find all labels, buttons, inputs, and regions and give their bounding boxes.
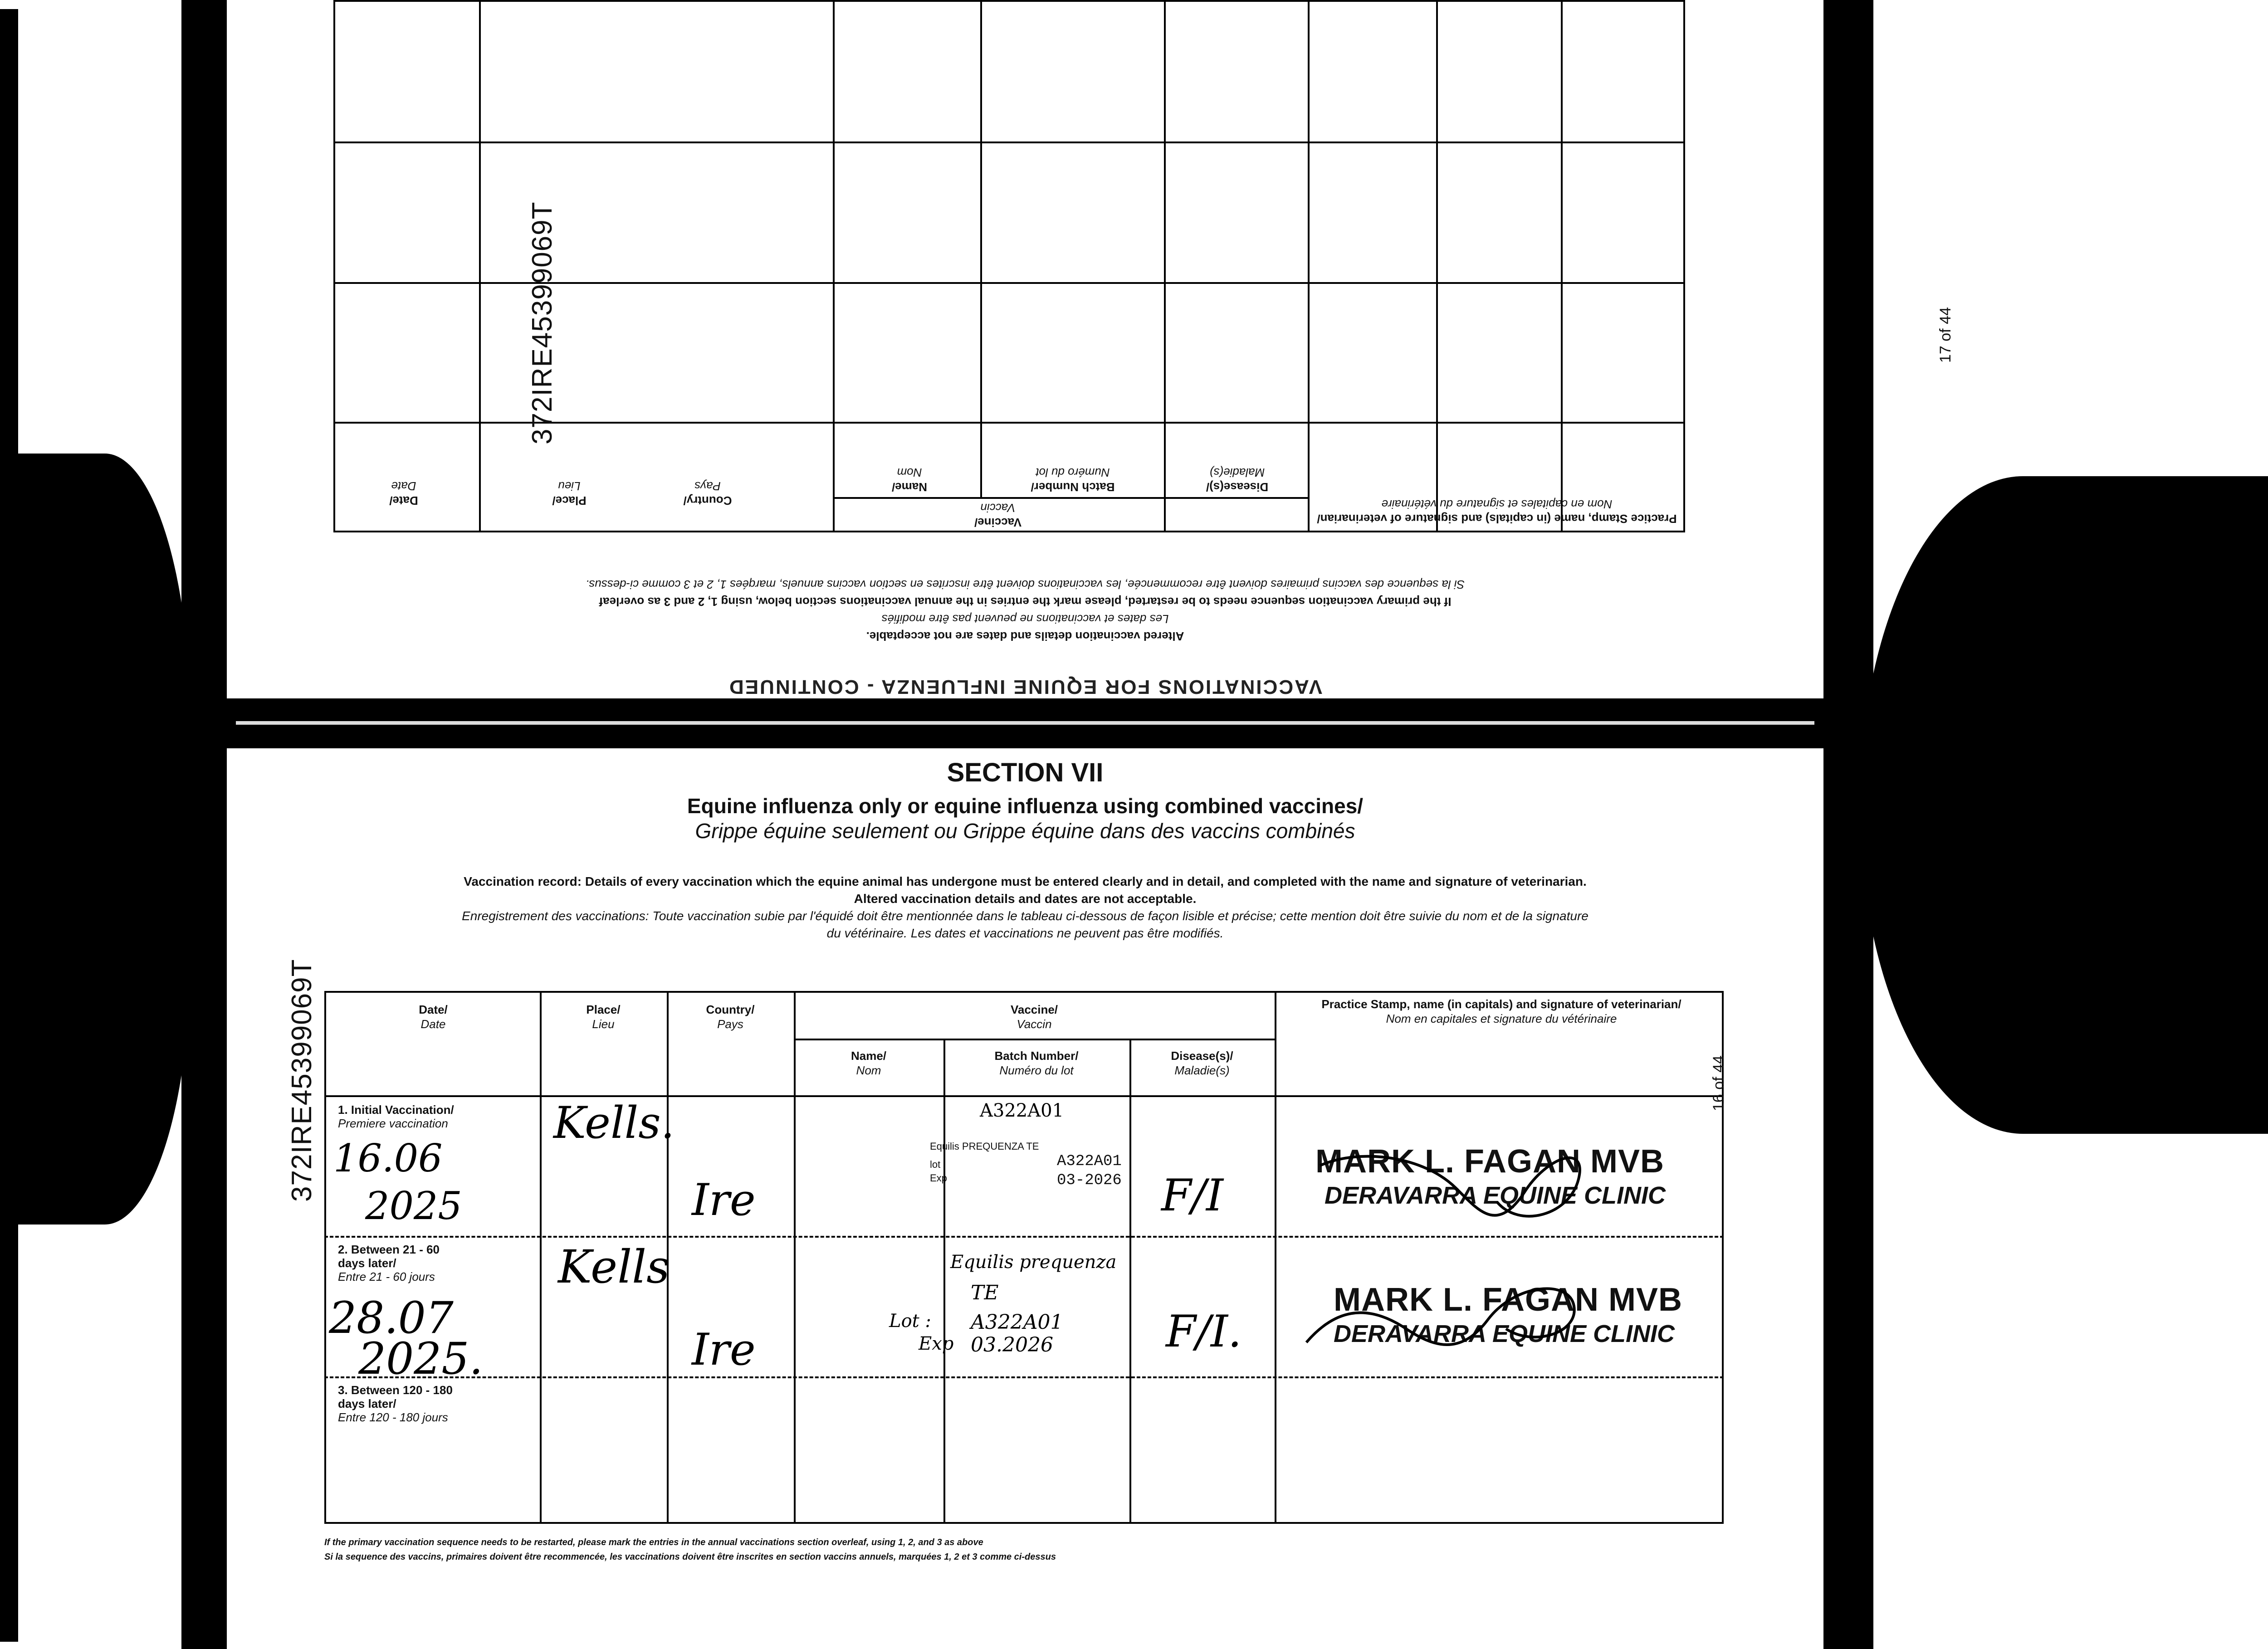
table-rule bbox=[1129, 1039, 1131, 1524]
table-rule bbox=[1561, 0, 1563, 532]
record-altered-en: Altered vaccination details and dates are not acceptable. bbox=[854, 892, 1197, 906]
section-title: SECTION VII bbox=[947, 758, 1104, 787]
page-fold-highlight bbox=[236, 721, 1814, 725]
table-rule bbox=[943, 1039, 945, 1524]
scan-shadow-right bbox=[1860, 476, 2268, 1134]
header-practice: Practice Stamp, name (in capitals) and signature of veterinarian/ Nom en capitales et signature du vétérinaire bbox=[1321, 997, 1681, 1025]
table-rule bbox=[1164, 0, 1166, 532]
date-2-year: 2025. bbox=[358, 1333, 483, 1384]
note-altered-fr: Les dates et vaccinations ne peuvent pas être modifiés bbox=[881, 612, 1169, 626]
table-rule bbox=[1275, 991, 1276, 1524]
passport-page-17 bbox=[227, 0, 1954, 698]
country-1: Ire bbox=[692, 1175, 756, 1225]
date-2-daymonth: 28.07 bbox=[329, 1293, 454, 1343]
row-label-second: 2. Between 21 - 60 days later/ Entre 21 - 60 jours bbox=[338, 1243, 440, 1283]
vet-stamp-name-1: MARK L. FAGAN MVB bbox=[1315, 1143, 1664, 1180]
header-place: Place/ Lieu bbox=[552, 479, 587, 507]
header-date: Date/ Date bbox=[389, 479, 418, 507]
table-rule bbox=[1436, 0, 1438, 532]
vet-stamp-clinic-1: DERAVARRA EQUINE CLINIC bbox=[1325, 1182, 1666, 1209]
record-instructions-en: Vaccination record: Details of every vaccination which the equine animal has undergone must be entered clearly and in detail, and completed with the name and signature of veterinarian. bbox=[464, 874, 1587, 888]
header-batch: Batch Number/ Numéro du lot bbox=[1031, 466, 1115, 494]
header-vaccine: Vaccine/ Vaccin bbox=[974, 501, 1022, 529]
footnote-en: If the primary vaccination sequence needs to be restarted, please mark the entries in the annual vaccinations section overleaf, using 1, 2, and 3 as above bbox=[324, 1537, 983, 1547]
batch-1-handwritten: A322A01 bbox=[980, 1100, 1064, 1121]
disease-2: F/I. bbox=[1166, 1306, 1242, 1357]
vaccine-name-2: Equilis prequenza bbox=[950, 1252, 1117, 1273]
document-id-upper: 372IRE45399069T bbox=[527, 201, 558, 444]
table-rule bbox=[324, 1095, 1724, 1097]
table-rule bbox=[833, 0, 835, 532]
header-name: Name/ Nom bbox=[891, 466, 928, 494]
row-label-initial: 1. Initial Vaccination/ Premiere vaccination bbox=[338, 1103, 454, 1130]
header-place: Place/ Lieu bbox=[586, 1003, 621, 1031]
page-edge-heading: VACCINATIONS FOR EQUINE INFLUENZA - CONTINUED bbox=[728, 676, 1322, 698]
table-rule-dashed bbox=[324, 1376, 1724, 1378]
table-rule bbox=[794, 991, 796, 1524]
disease-1: F/I bbox=[1161, 1170, 1223, 1221]
note-restart-fr: Si la sequence des vaccins primaires doivent être recommencée, les vaccinations doivent être inscrites en section vaccins annuels, marqées 1, 2 et 3 comme ci-dessus. bbox=[586, 578, 1465, 591]
signature-2 bbox=[1297, 1274, 1615, 1365]
record-instructions-fr-2: du vétérinaire. Les dates et vaccinations ne peuvent pas être modifiés. bbox=[826, 926, 1224, 940]
sticker-details-1: A322A01 03-2026 bbox=[1057, 1153, 1122, 1189]
place-1: Kells. bbox=[553, 1098, 675, 1148]
scan-shadow-left bbox=[0, 454, 191, 1225]
header-disease: Disease(s)/ Maladie(s) bbox=[1206, 466, 1269, 494]
passport-page-16 bbox=[227, 748, 1823, 1649]
table-rule bbox=[980, 0, 982, 499]
header-name: Name/ Nom bbox=[850, 1049, 887, 1077]
record-instructions-fr: Enregistrement des vaccinations: Toute vaccination subie par l'équidé doit être mentionnée dans le tableau ci-dessous de façon lisible et précise; cette mention doit être suivie du nom et de la signature bbox=[462, 909, 1589, 923]
header-date: Date/ Date bbox=[419, 1003, 448, 1031]
page-number-16: 16 of 44 bbox=[1710, 1055, 1727, 1111]
signature-1 bbox=[1306, 1138, 1615, 1238]
scan-gutter-left bbox=[181, 0, 227, 1649]
lot-label-2: Lot : bbox=[889, 1311, 931, 1332]
batch-2: A322A01 bbox=[971, 1311, 1063, 1334]
row-label-third: 3. Between 120 - 180 days later/ Entre 120 - 180 jours bbox=[338, 1383, 453, 1424]
footnote-fr: Si la sequence des vaccins, primaires doivent être recommencée, les vaccinations doivent être inscrites en section vaccins annuels, marquées 1, 2 et 3 comme ci-dessus bbox=[324, 1552, 1056, 1562]
header-country: Country/ Pays bbox=[683, 479, 732, 507]
header-practice: Practice Stamp, name (in capitals) and signature of veterinarian/ Nom en capitales et signature du vétérinaire bbox=[1317, 498, 1677, 526]
date-1-daymonth: 16.06 bbox=[333, 1136, 443, 1181]
note-altered: Altered vaccination details and dates are not acceptable. bbox=[866, 629, 1184, 643]
table-rule bbox=[1308, 0, 1310, 532]
header-disease: Disease(s)/ Maladie(s) bbox=[1171, 1049, 1233, 1077]
vaccine-sticker-1: Equilis PREQUENZA TE lot Exp bbox=[930, 1141, 1039, 1184]
table-rule bbox=[479, 0, 481, 532]
header-vaccine: Vaccine/ Vaccin bbox=[1010, 1003, 1058, 1031]
section-subtitle-fr: Grippe équine seulement ou Grippe équine dans des vaccins combinés bbox=[695, 819, 1355, 843]
table-rule bbox=[333, 141, 1685, 143]
vaccine-name-2b: TE bbox=[971, 1281, 999, 1304]
note-restart: If the primary vaccination sequence needs to be restarted, please mark the entries in the annual vaccinations section below, using 1, 2 and 3 as overleaf bbox=[599, 595, 1452, 609]
country-2: Ire bbox=[692, 1324, 756, 1375]
place-2: Kells bbox=[558, 1240, 670, 1293]
table-rule bbox=[794, 1039, 1275, 1040]
vet-stamp-clinic-2: DERAVARRA EQUINE CLINIC bbox=[1334, 1320, 1675, 1347]
document-id-lower: 372IRE45399069T bbox=[286, 959, 318, 1202]
section-subtitle-en: Equine influenza only or equine influenza using combined vaccines/ bbox=[687, 794, 1364, 818]
upside-down-content bbox=[227, 0, 1823, 698]
expiry-2: 03.2026 bbox=[971, 1333, 1053, 1356]
exp-label-2: Exp bbox=[919, 1333, 954, 1354]
page-number-17: 17 of 44 bbox=[1937, 307, 1954, 363]
table-rule bbox=[540, 991, 542, 1524]
vet-stamp-name-2: MARK L. FAGAN MVB bbox=[1334, 1282, 1682, 1318]
header-batch: Batch Number/ Numéro du lot bbox=[994, 1049, 1079, 1077]
header-country: Country/ Pays bbox=[706, 1003, 755, 1031]
date-1-year: 2025 bbox=[365, 1184, 462, 1228]
table-rule bbox=[835, 497, 1310, 499]
